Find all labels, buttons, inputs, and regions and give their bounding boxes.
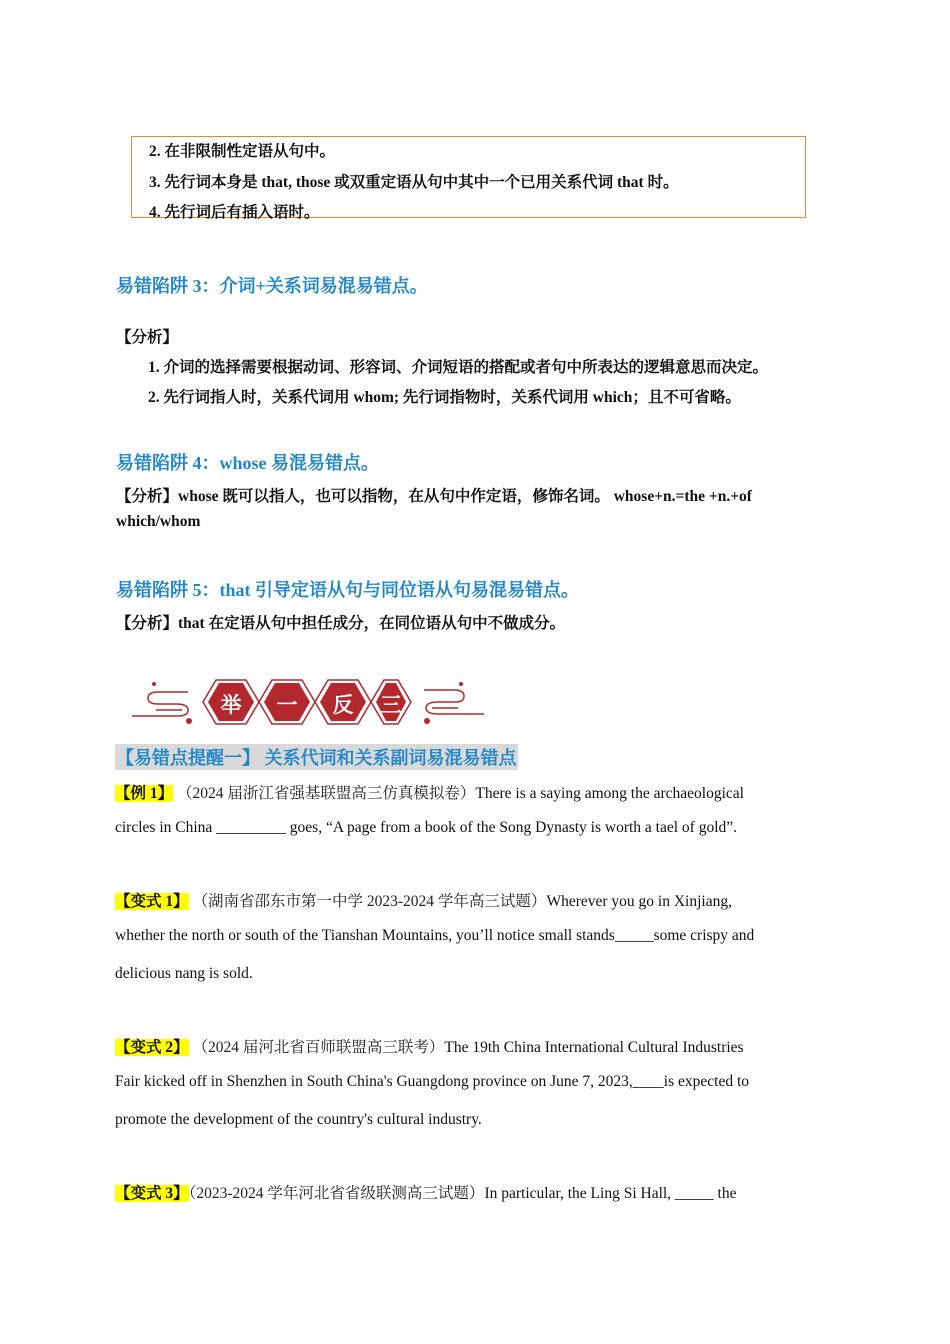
variant-1-line: delicious nang is sold.: [115, 965, 253, 982]
example-tag: 【变式 1】: [115, 893, 189, 910]
example-1-line: circles in China _________ goes, “A page from a book of the Song Dynasty is worth a tael of gold”.: [115, 819, 738, 836]
trap3-analysis-label: 【分析】: [116, 329, 179, 346]
variant-3: [115, 1181, 737, 1203]
trap5-heading: 易错陷阱 5：that 引导定语从句与同位语从句易混易错点。: [116, 580, 579, 600]
tip-label: 【易错点提醒一】: [116, 748, 260, 768]
rule-item: 3. 先行词本身是 that, those 或双重定语从句中其中一个已用关系代词 that 时。: [149, 174, 679, 191]
example-text: The 19th China International Cultural Industries: [444, 1039, 744, 1056]
example-source: （2024 届河北省百师联盟高三联考）: [192, 1039, 445, 1056]
example-tag: 【变式 3】: [115, 1185, 189, 1202]
example-text: There is a saying among the archaeological: [475, 785, 744, 802]
variant-2-line: promote the development of the country's cultural industry.: [115, 1111, 482, 1128]
example-source: （2023-2024 学年河北省省级联测高三试题）: [188, 1185, 485, 1202]
banner-char: 反: [332, 693, 354, 717]
trap4-analysis-cont: which/whom: [116, 513, 201, 530]
tip-heading: [115, 744, 518, 770]
variant-1: [115, 889, 732, 911]
trap4-heading: 易错陷阱 4：whose 易混易错点。: [116, 453, 380, 473]
trap3-point-1: 1. 介词的选择需要根据动词、形容词、介词短语的搭配或者句中所表达的逻辑意思而决定。: [148, 359, 769, 376]
tip-title: 关系代词和关系副词易混易错点: [264, 748, 517, 768]
example-text: Wherever you go in Xinjiang,: [546, 893, 732, 910]
trap5-analysis: 【分析】that 在定语从句中担任成分，在同位语从句中不做成分。: [116, 615, 566, 632]
example-tag: 【例 1】: [115, 785, 174, 802]
banner-char: 一: [276, 693, 298, 717]
banner-char: 三: [380, 693, 402, 717]
variant-2: [115, 1035, 744, 1057]
example-1: [115, 781, 744, 803]
banner-decoration: [128, 672, 488, 732]
rule-item: 4. 先行词后有插入语时。: [149, 204, 320, 221]
example-text: In particular, the Ling Si Hall, _____ the: [484, 1185, 737, 1202]
variant-2-line: Fair kicked off in Shenzhen in South China's Guangdong province on June 7, 2023,____is expected to: [115, 1073, 750, 1090]
variant-1-line: whether the north or south of the Tianshan Mountains, you’ll notice small stands_____some crispy and: [115, 927, 755, 944]
example-source: （湖南省邵东市第一中学 2023-2024 学年高三试题）: [192, 893, 547, 910]
cloud-swirl-icon: [128, 672, 488, 732]
example-tag: 【变式 2】: [115, 1039, 189, 1056]
rules-box: [131, 136, 806, 221]
trap3-point-2: 2. 先行词指人时，关系代词用 whom; 先行词指物时，关系代词用 which；且不可省略。: [148, 389, 741, 406]
example-source: （2024 届浙江省强基联盟高三仿真模拟卷）: [177, 785, 476, 802]
trap4-analysis: 【分析】whose 既可以指人，也可以指物，在从句中作定语，修饰名词。 whose+n.=the +n.+of: [116, 488, 752, 505]
trap3-heading: 易错陷阱 3：介词+关系词易混易错点。: [116, 276, 428, 296]
rule-item: 2. 在非限制性定语从句中。: [149, 143, 336, 160]
banner-char: 举: [220, 693, 242, 717]
